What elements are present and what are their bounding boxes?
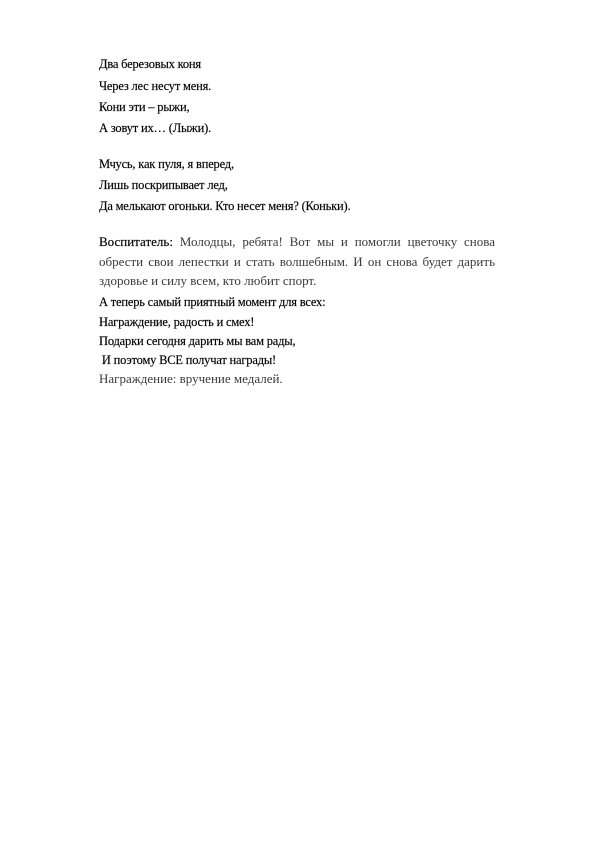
riddle2-line-3: Да мелькают огоньки. Кто несет меня? (Коньки). [99,199,351,213]
riddle1-line-4: А зовут их… (Лыжи). [99,121,211,135]
riddle1-line-1: Два березовых коня [99,57,201,71]
riddle2-line-2: Лишь поскрипывает лед, [99,178,228,192]
riddle1-line-2: Через лес несут меня. [99,79,212,93]
closing-line-4: И поэтому ВСЕ получат награды! [99,353,277,367]
teacher-paragraph [99,232,495,291]
closing-line-2: Награждение, радость и смех! [99,315,255,329]
closing-line-1: А теперь самый приятный момент для всех: [99,295,326,309]
closing-line-3: Подарки сегодня дарить мы вам рады, [99,334,296,348]
riddle1-line-3: Кони эти – рыжи, [99,100,190,114]
teacher-text: Молодцы, ребята! Вот мы и помогли цветочку снова обрести свои лепестки и стать волшебным. И он снова будет дарить здоровье и силу всем, кто любит спорт. [99,234,495,288]
riddle2-line-1: Мчусь, как пуля, я вперед, [99,157,234,171]
award-note: Награждение: вручение медалей. [99,371,283,386]
teacher-label: Воспитатель: [99,234,173,249]
